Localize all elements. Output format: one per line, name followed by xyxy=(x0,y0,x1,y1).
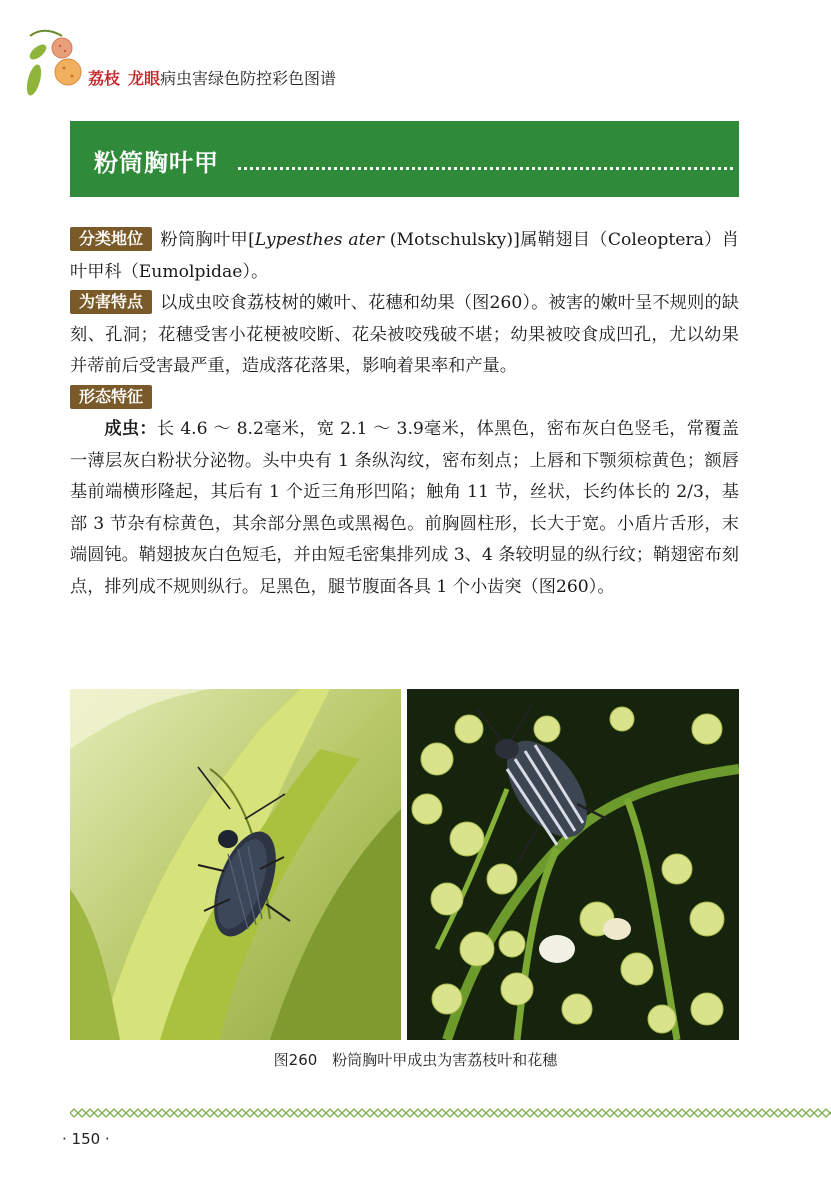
title-dotted-leader xyxy=(238,147,733,170)
book-title-longan: 龙眼 xyxy=(128,69,161,88)
classification-text-b: (Motschulsky)]属鞘翅目（Coleoptera）肖叶甲科（Eumolpidae）。 xyxy=(70,230,739,282)
footer-decorative-line xyxy=(70,1107,831,1119)
damage-tag: 为害特点 xyxy=(70,290,152,314)
book-title-rest: 病虫害绿色防控彩色图谱 xyxy=(160,69,337,88)
article-body xyxy=(70,225,739,603)
page-number: · 150 · xyxy=(62,1130,110,1148)
morphology-lead: 成虫： xyxy=(104,419,157,439)
damage-text: 以成虫咬食荔枝树的嫩叶、花穗和幼果（图260）。被害的嫩叶呈不规则的缺刻、孔洞；花穗受害小花梗被咬断、花朵被咬残破不堪；幼果被咬食成凹孔，尤以幼果并蒂前后受害最严重，造成落花落果，影响着果率和产量。 xyxy=(70,293,739,376)
running-header xyxy=(22,22,422,102)
section-title-bar xyxy=(70,121,739,197)
lychee-logo-icon xyxy=(22,22,82,102)
page-title: 粉筒胸叶甲 xyxy=(94,149,219,177)
classification-paragraph xyxy=(70,225,739,288)
morphology-heading xyxy=(70,383,739,415)
morphology-text: 长 4.6 ～ 8.2毫米，宽 2.1 ～ 3.9毫米，体黑色，密布灰白色竖毛，常覆盖一薄层灰白粉状分泌物。头中央有 1 条纵沟纹，密布刻点；上唇和下颚须棕黄色；额唇基前端横形隆起，其后有 1 个近三角形凹陷；触角 11 节，丝状，长约体长的 2/3，基部 3 节杂有棕黄色，其余部分黑色或黑褐色。前胸圆柱形，长大于宽。小盾片舌形，末端圆钝。鞘翅披灰白色短毛，并由短毛密集排列成 3、4 条较明显的纵行纹；鞘翅密布刻点，排列成不规则纵行。足黑色，腿节腹面各具 1 个小齿突（图260）。 xyxy=(70,419,739,597)
damage-paragraph xyxy=(70,288,739,383)
book-title-lychee: 荔枝 xyxy=(88,69,121,88)
classification-tag: 分类地位 xyxy=(70,227,152,251)
photo-beetle-on-leaf xyxy=(70,689,401,1040)
photo-beetle-on-flowers xyxy=(407,689,739,1040)
book-title xyxy=(88,66,336,89)
morphology-tag: 形态特征 xyxy=(70,385,152,409)
classification-text-a: 粉筒胸叶甲[ xyxy=(160,230,255,250)
figure-caption: 图260 粉筒胸叶甲成虫为害荔枝叶和花穗 xyxy=(273,1051,558,1069)
latin-name: Lypesthes ater xyxy=(254,230,384,250)
morphology-paragraph xyxy=(70,414,739,603)
figure-260 xyxy=(70,689,739,1040)
